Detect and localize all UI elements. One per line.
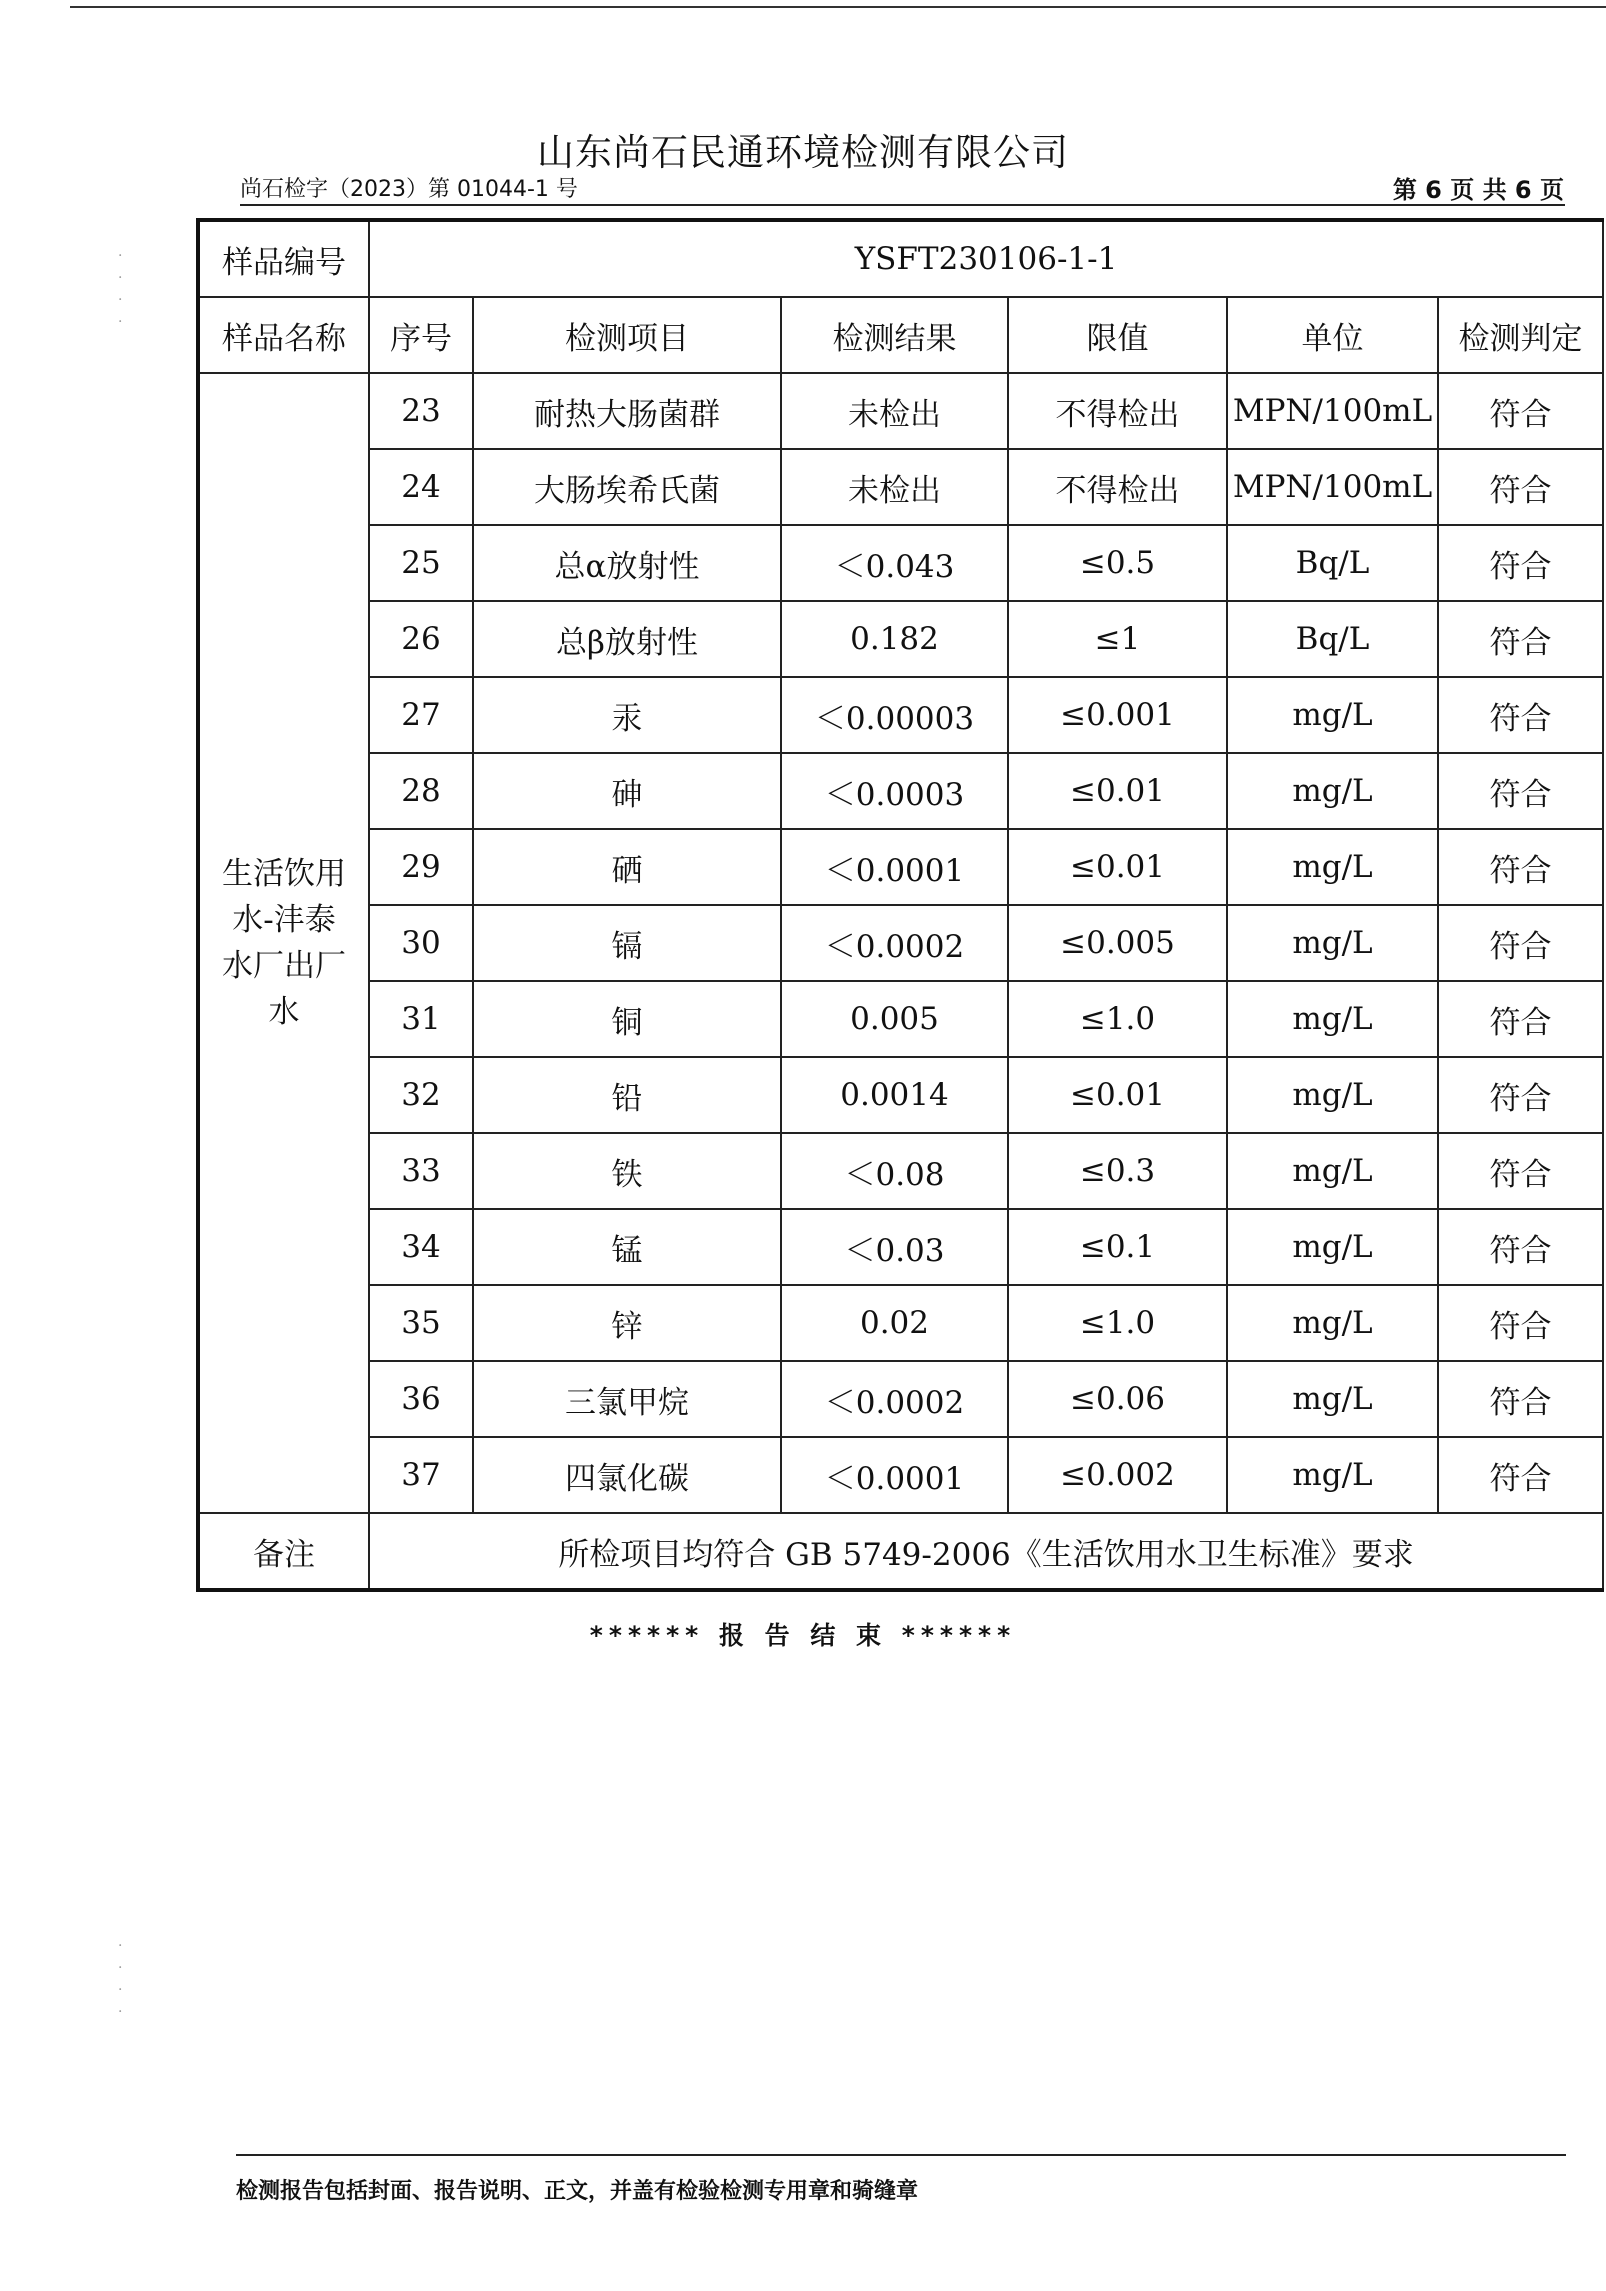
cell-result: ＜0.00003 (781, 677, 1008, 753)
cell-result: 未检出 (781, 449, 1008, 525)
cell-item: 汞 (473, 677, 781, 753)
cell-seq: 36 (369, 1361, 473, 1437)
cell-limit: ≤0.01 (1008, 1057, 1227, 1133)
cell-result: 0.182 (781, 601, 1008, 677)
table-row (198, 1209, 1603, 1285)
cell-judgment: 符合 (1438, 1057, 1603, 1133)
company-title: 山东尚石民通环境检测有限公司 (537, 131, 1069, 174)
cell-limit: ≤0.01 (1008, 753, 1227, 829)
cell-item: 耐热大肠菌群 (473, 373, 781, 449)
cell-limit: ≤0.5 (1008, 525, 1227, 601)
cell-unit: mg/L (1227, 1285, 1438, 1361)
cell-unit: mg/L (1227, 753, 1438, 829)
cell-item: 铁 (473, 1133, 781, 1209)
cell-item: 总β放射性 (473, 601, 781, 677)
cell-seq: 26 (369, 601, 473, 677)
header-seq: 序号 (369, 297, 473, 373)
cell-judgment: 符合 (1438, 905, 1603, 981)
header-limit: 限值 (1008, 297, 1227, 373)
cell-result: ＜0.0002 (781, 905, 1008, 981)
sample-name-line: 水 (268, 994, 300, 1030)
cell-seq: 24 (369, 449, 473, 525)
cell-result: 未检出 (781, 373, 1008, 449)
sample-id-label: 样品编号 (198, 220, 369, 297)
cell-judgment: 符合 (1438, 1285, 1603, 1361)
table-row (198, 373, 1603, 449)
cell-seq: 30 (369, 905, 473, 981)
cell-result: ＜0.0002 (781, 1361, 1008, 1437)
results-table (196, 218, 1604, 1592)
cell-judgment: 符合 (1438, 1209, 1603, 1285)
cell-seq: 27 (369, 677, 473, 753)
table-row (198, 905, 1603, 981)
table-row (198, 449, 1603, 525)
cell-seq: 37 (369, 1437, 473, 1513)
cell-judgment: 符合 (1438, 981, 1603, 1057)
cell-item: 铜 (473, 981, 781, 1057)
cell-item: 锰 (473, 1209, 781, 1285)
cell-limit: ≤0.06 (1008, 1361, 1227, 1437)
cell-item: 砷 (473, 753, 781, 829)
cell-result: ＜0.03 (781, 1209, 1008, 1285)
cell-unit: mg/L (1227, 905, 1438, 981)
sample-id-row (198, 220, 1603, 297)
cell-unit: mg/L (1227, 1057, 1438, 1133)
table-row (198, 677, 1603, 753)
cell-judgment: 符合 (1438, 1133, 1603, 1209)
cell-unit: mg/L (1227, 1437, 1438, 1513)
cell-limit: ≤1.0 (1008, 981, 1227, 1057)
cell-item: 硒 (473, 829, 781, 905)
cell-item: 四氯化碳 (473, 1437, 781, 1513)
cell-result: 0.0014 (781, 1057, 1008, 1133)
table-row (198, 753, 1603, 829)
table-row (198, 601, 1603, 677)
cell-judgment: 符合 (1438, 525, 1603, 601)
cell-unit: Bq/L (1227, 601, 1438, 677)
cell-limit: ≤0.1 (1008, 1209, 1227, 1285)
cell-result: 0.02 (781, 1285, 1008, 1361)
table-row (198, 1285, 1603, 1361)
cell-seq: 35 (369, 1285, 473, 1361)
report-end-mark: ****** 报 告 结 束 ****** (589, 1621, 1017, 1650)
header-sample-name: 样品名称 (198, 297, 369, 373)
cell-seq: 25 (369, 525, 473, 601)
cell-unit: MPN/100mL (1227, 373, 1438, 449)
cell-item: 总α放射性 (473, 525, 781, 601)
header-judgment: 检测判定 (1438, 297, 1603, 373)
cell-seq: 29 (369, 829, 473, 905)
cell-unit: Bq/L (1227, 525, 1438, 601)
cell-limit: ≤0.3 (1008, 1133, 1227, 1209)
sample-name-cell (198, 373, 369, 1513)
cell-seq: 31 (369, 981, 473, 1057)
header-item: 检测项目 (473, 297, 781, 373)
cell-item: 锌 (473, 1285, 781, 1361)
cell-judgment: 符合 (1438, 677, 1603, 753)
report-number: 尚石检字（2023）第 01044-1 号 (240, 177, 578, 202)
cell-limit: ≤0.001 (1008, 677, 1227, 753)
cell-limit: ≤1.0 (1008, 1285, 1227, 1361)
cell-limit: 不得检出 (1008, 373, 1227, 449)
sample-name-line: 生活饮用 (222, 856, 346, 892)
header-result: 检测结果 (781, 297, 1008, 373)
cell-seq: 23 (369, 373, 473, 449)
cell-seq: 28 (369, 753, 473, 829)
cell-item: 大肠埃希氏菌 (473, 449, 781, 525)
table-row (198, 1133, 1603, 1209)
cell-item: 铅 (473, 1057, 781, 1133)
table-row (198, 829, 1603, 905)
table-row (198, 981, 1603, 1057)
cell-result: ＜0.08 (781, 1133, 1008, 1209)
cell-seq: 32 (369, 1057, 473, 1133)
header-unit: 单位 (1227, 297, 1438, 373)
remark-label: 备注 (198, 1513, 369, 1590)
footer-rule (236, 2154, 1566, 2156)
sample-id-value: YSFT230106-1-1 (369, 220, 1603, 297)
top-border-line (70, 6, 1606, 8)
cell-unit: mg/L (1227, 981, 1438, 1057)
cell-result: 0.005 (781, 981, 1008, 1057)
scan-specks-bottom: · · · · (118, 1938, 123, 2020)
cell-limit: 不得检出 (1008, 449, 1227, 525)
cell-seq: 34 (369, 1209, 473, 1285)
remark-text: 所检项目均符合 GB 5749-2006《生活饮用水卫生标准》要求 (369, 1513, 1603, 1590)
cell-item: 三氯甲烷 (473, 1361, 781, 1437)
cell-judgment: 符合 (1438, 1437, 1603, 1513)
cell-result: ＜0.0001 (781, 829, 1008, 905)
cell-limit: ≤0.005 (1008, 905, 1227, 981)
cell-limit: ≤0.002 (1008, 1437, 1227, 1513)
cell-item: 镉 (473, 905, 781, 981)
table-row (198, 1361, 1603, 1437)
remark-row (198, 1513, 1603, 1590)
cell-unit: mg/L (1227, 1209, 1438, 1285)
cell-judgment: 符合 (1438, 1361, 1603, 1437)
scan-specks-top: · · · · (118, 248, 123, 330)
cell-judgment: 符合 (1438, 601, 1603, 677)
cell-result: ＜0.0003 (781, 753, 1008, 829)
cell-unit: mg/L (1227, 829, 1438, 905)
sample-name-line: 水厂出厂 (222, 948, 346, 984)
cell-unit: MPN/100mL (1227, 449, 1438, 525)
cell-limit: ≤1 (1008, 601, 1227, 677)
cell-unit: mg/L (1227, 1361, 1438, 1437)
cell-unit: mg/L (1227, 677, 1438, 753)
sample-name-line: 水-沣泰 (232, 902, 336, 938)
table-row (198, 1437, 1603, 1513)
cell-judgment: 符合 (1438, 373, 1603, 449)
table-row (198, 1057, 1603, 1133)
header-row (198, 297, 1603, 373)
cell-result: ＜0.0001 (781, 1437, 1008, 1513)
cell-unit: mg/L (1227, 1133, 1438, 1209)
cell-seq: 33 (369, 1133, 473, 1209)
header-rule (240, 204, 1565, 206)
table-row (198, 525, 1603, 601)
cell-judgment: 符合 (1438, 753, 1603, 829)
page-number: 第 6 页 共 6 页 (1392, 176, 1564, 204)
cell-judgment: 符合 (1438, 449, 1603, 525)
footer-note: 检测报告包括封面、报告说明、正文，并盖有检验检测专用章和骑缝章 (236, 2179, 919, 2204)
cell-result: ＜0.043 (781, 525, 1008, 601)
cell-limit: ≤0.01 (1008, 829, 1227, 905)
cell-judgment: 符合 (1438, 829, 1603, 905)
